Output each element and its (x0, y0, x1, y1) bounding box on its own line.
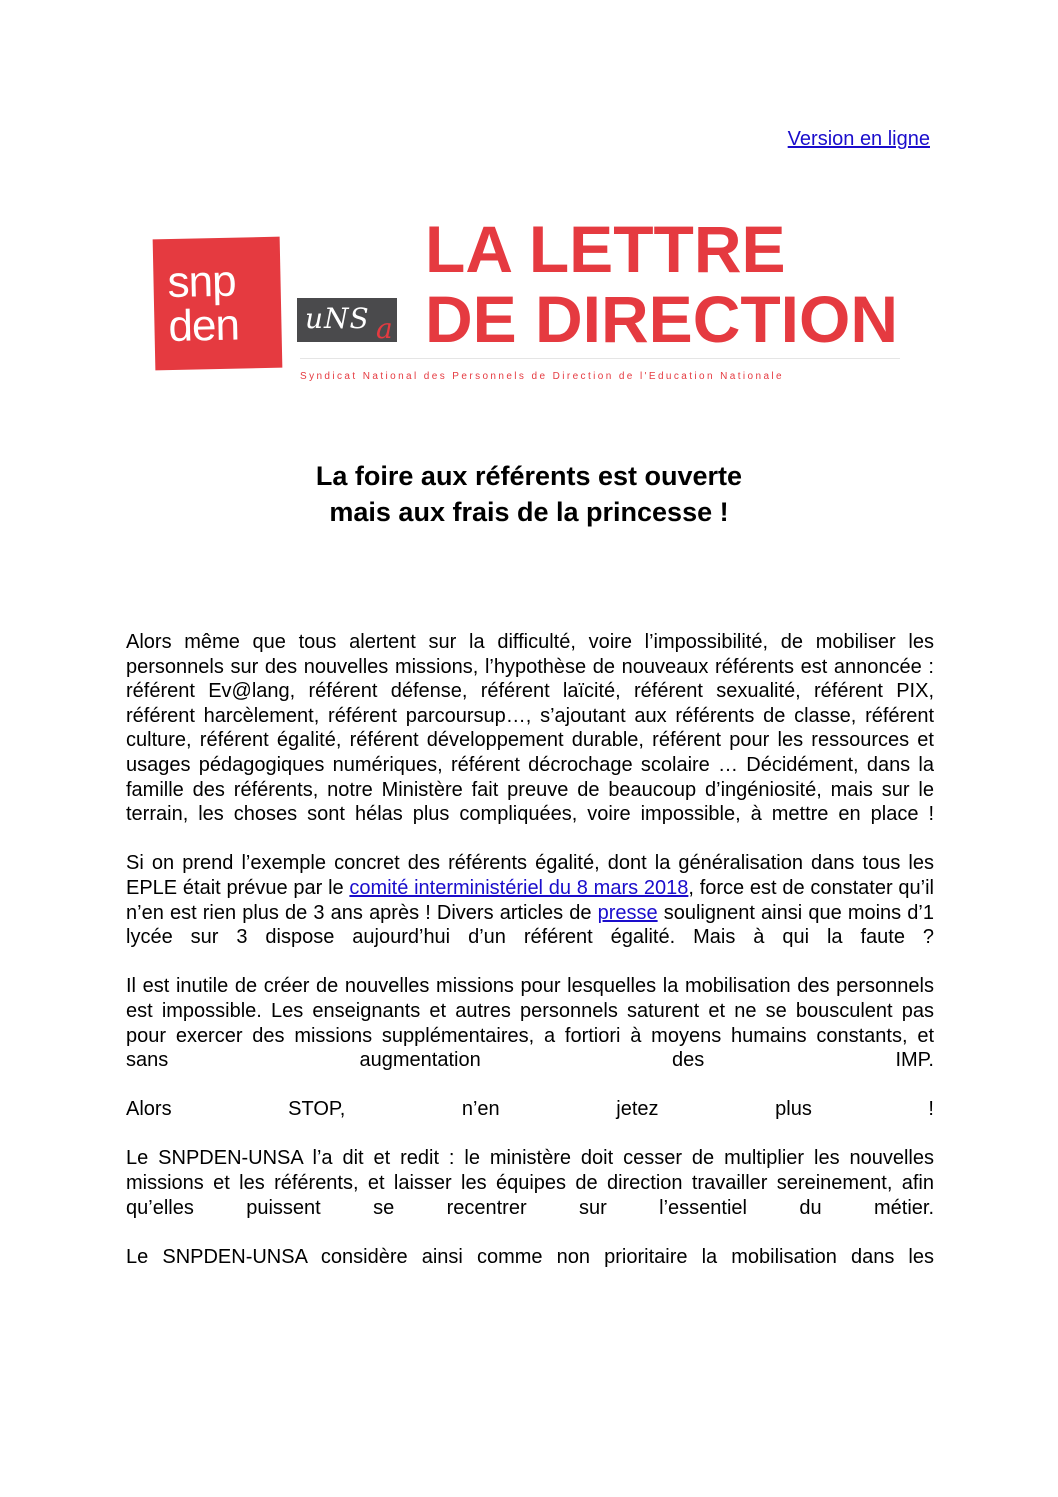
paragraph-4: Alors STOP, n’en jetez plus ! (126, 1098, 934, 1121)
paragraph-2 (126, 851, 934, 949)
logo-den: den (167, 300, 240, 352)
comite-interministeriel-link[interactable]: comité interministériel du 8 mars 2018 (349, 876, 689, 899)
headline-line-2: mais aux frais de la princesse ! (329, 497, 729, 527)
headline-line-1: La foire aux référents est ouverte (315, 461, 743, 491)
title-line-2: DE DIRECTION (425, 282, 899, 356)
masthead-divider (300, 358, 900, 359)
logo-snp: snp (167, 256, 237, 308)
paragraph-6: Le SNPDEN-UNSA considère ainsi comme non prioritaire la mobilisation dans les (126, 1245, 934, 1268)
publication-title (425, 214, 898, 354)
article-body (126, 630, 934, 1294)
paragraph-2-text-c: soulignent ainsi que moins d’1 lycée sur 3 dispose aujourd’hui d’un référent égalité. Mais à qui la faute ? (126, 901, 934, 949)
logo-unsa-a: a (376, 312, 393, 345)
paragraph-5: Le SNPDEN-UNSA l’a dit et redit : le ministère doit cesser de multiplier les nouvelles missions et les référents, et laisser les équipes de direction travailler sereinement, afin qu’elles puissent se recentrer sur l’essentiel du métier. (126, 1147, 934, 1219)
title-line-1: LA LETTRE (425, 212, 786, 286)
paragraph-2-text-a: Si on prend l’exemple concret des référents égalité, dont la généralisation dans tous les EPLE était prévue par le (126, 852, 934, 899)
masthead-tagline: Syndicat National des Personnels de Direction de l'Education Nationale (300, 371, 784, 382)
online-version-link[interactable]: Version en ligne (787, 128, 930, 150)
paragraph-1: Alors même que tous alertent sur la difficulté, voire l’impossibilité, de mobiliser les personnels sur des nouvelles missions, l’hypothèse de nouveaux référents est annoncée : référent Ev@lang, référent défense, référent laïcité, référent sexualité, référent PIX, référent harcèlement, référent parcoursup…, s’ajoutant aux référents de classe, référent culture, référent égalité, référent développement durable, référent pour les ressources et usages pédagogiques numériques, référent décrochage scolaire … Décidément, dans la famille des référents, notre Ministère fait preuve de beaucoup d’ingéniosité, mais sur le terrain, les choses sont hélas plus compliquées, voire impossible, à mettre en place ! (126, 631, 934, 826)
masthead-logo (150, 212, 910, 392)
presse-link[interactable]: presse (597, 901, 658, 924)
logo-unsa: uNS (305, 302, 370, 335)
paragraph-2-text-b: , force est de constater qu’il n’en est rien plus de 3 ans après ! Divers articles de (126, 876, 934, 924)
snpden-logo-box (153, 237, 283, 371)
snpden-logo-text (167, 256, 240, 352)
article-headline (0, 458, 1058, 530)
paragraph-3: Il est inutile de créer de nouvelles missions pour lesquelles la mobilisation des personnels est impossible. Les enseignants et autres personnels saturent et ne se bousculent pas pour exercer des missions supplémentaires, a fortiori à moyens humains constants, et sans augmentation des IMP. (126, 975, 934, 1072)
